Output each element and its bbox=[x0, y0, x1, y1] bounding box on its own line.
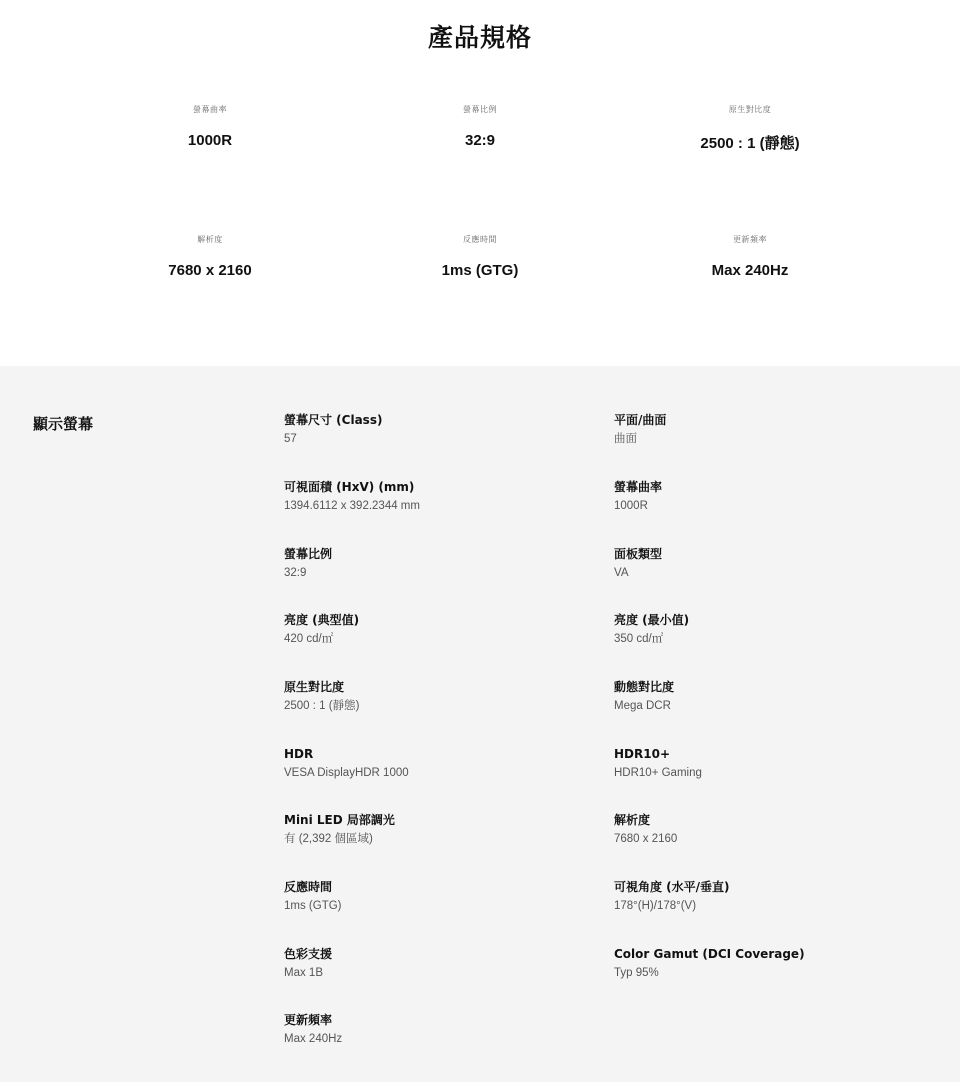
highlight-value: 7680 x 2160 bbox=[168, 262, 252, 279]
highlight-response-time bbox=[330, 234, 630, 279]
spec-name: Mini LED 局部調光 bbox=[284, 813, 395, 827]
spec-name: 動態對比度 bbox=[614, 680, 675, 694]
spec-name: 更新頻率 bbox=[284, 1013, 333, 1027]
spec-name: HDR10+ bbox=[614, 747, 670, 761]
spec-value: HDR10+ Gaming bbox=[614, 767, 702, 779]
spec-value: 57 bbox=[284, 433, 297, 445]
spec-value: Mega DCR bbox=[614, 700, 671, 712]
spec-name: 原生對比度 bbox=[284, 680, 345, 694]
spec-item bbox=[284, 1011, 584, 1048]
spec-item bbox=[284, 611, 584, 648]
spec-name: 可視角度 (水平/垂直) bbox=[614, 880, 730, 894]
key-specs-section bbox=[0, 0, 960, 366]
spec-name: 亮度 (典型值) bbox=[284, 613, 360, 627]
highlight-label: 更新頻率 bbox=[733, 235, 767, 244]
spec-item bbox=[614, 411, 914, 448]
spec-name: Color Gamut (DCI Coverage) bbox=[614, 947, 805, 961]
highlight-label: 原生對比度 bbox=[728, 105, 772, 114]
spec-name: 反應時間 bbox=[284, 880, 333, 894]
highlight-value: 1ms (GTG) bbox=[441, 262, 519, 279]
highlight-value: 32:9 bbox=[464, 132, 496, 149]
spec-value: 178°(H)/178°(V) bbox=[614, 900, 697, 912]
display-specs-section bbox=[0, 366, 960, 1082]
spec-value: 曲面 bbox=[614, 433, 637, 445]
highlight-label: 解析度 bbox=[197, 235, 223, 244]
spec-value: 350 cd/㎡ bbox=[614, 633, 664, 645]
spec-item bbox=[614, 478, 914, 515]
spec-value: Max 240Hz bbox=[284, 1033, 343, 1045]
spec-name: 亮度 (最小值) bbox=[614, 613, 690, 627]
spec-name: 面板類型 bbox=[614, 547, 663, 561]
highlight-value: 2500 : 1 (靜態) bbox=[700, 135, 800, 152]
spec-value: 1394.6112 x 392.2344 mm bbox=[284, 500, 420, 512]
spec-item bbox=[614, 945, 914, 982]
spec-name: 平面/曲面 bbox=[614, 413, 667, 427]
spec-item bbox=[284, 811, 584, 848]
spec-item bbox=[614, 811, 914, 848]
spec-value: 420 cd/㎡ bbox=[284, 633, 334, 645]
highlight-aspect-ratio bbox=[330, 104, 630, 149]
spec-value: 7680 x 2160 bbox=[614, 833, 678, 845]
spec-value: VESA DisplayHDR 1000 bbox=[284, 767, 409, 779]
spec-item bbox=[284, 478, 584, 515]
spec-item bbox=[614, 745, 914, 782]
section-title: 顯示螢幕 bbox=[33, 415, 94, 433]
highlight-refresh-rate bbox=[600, 234, 900, 279]
highlight-value: 1000R bbox=[187, 132, 233, 149]
spec-name: 可視面積 (HxV) (mm) bbox=[284, 480, 415, 494]
spec-value: Max 1B bbox=[284, 967, 323, 979]
spec-value: 有 (2,392 個區域) bbox=[284, 833, 373, 845]
highlight-resolution bbox=[60, 234, 360, 279]
spec-item bbox=[614, 545, 914, 582]
spec-value: 2500 : 1 (靜態) bbox=[284, 700, 360, 712]
spec-item bbox=[284, 878, 584, 915]
spec-name: 螢幕比例 bbox=[284, 547, 333, 561]
spec-name: HDR bbox=[284, 747, 314, 761]
spec-value: Typ 95% bbox=[614, 967, 659, 979]
highlight-value: Max 240Hz bbox=[711, 262, 789, 279]
spec-name: 解析度 bbox=[614, 813, 651, 827]
spec-name: 螢幕曲率 bbox=[614, 480, 663, 494]
spec-name: 螢幕尺寸 (Class) bbox=[284, 413, 383, 427]
highlight-label: 反應時間 bbox=[463, 235, 497, 244]
highlight-label: 螢幕曲率 bbox=[193, 105, 227, 114]
highlight-label: 螢幕比例 bbox=[463, 105, 497, 114]
page-title: 產品規格 bbox=[427, 23, 532, 52]
spec-item bbox=[614, 678, 914, 715]
spec-item bbox=[284, 945, 584, 982]
spec-item bbox=[284, 545, 584, 582]
highlight-curvature bbox=[60, 104, 360, 149]
spec-name: 色彩支援 bbox=[284, 947, 333, 961]
spec-item bbox=[284, 678, 584, 715]
spec-item bbox=[614, 611, 914, 648]
spec-value: 32:9 bbox=[284, 567, 307, 579]
spec-value: VA bbox=[614, 567, 629, 579]
spec-item bbox=[614, 878, 914, 915]
spec-value: 1000R bbox=[614, 500, 648, 512]
spec-value: 1ms (GTG) bbox=[284, 900, 342, 912]
highlight-contrast-ratio bbox=[600, 104, 900, 153]
spec-item bbox=[284, 745, 584, 782]
spec-item bbox=[284, 411, 584, 448]
